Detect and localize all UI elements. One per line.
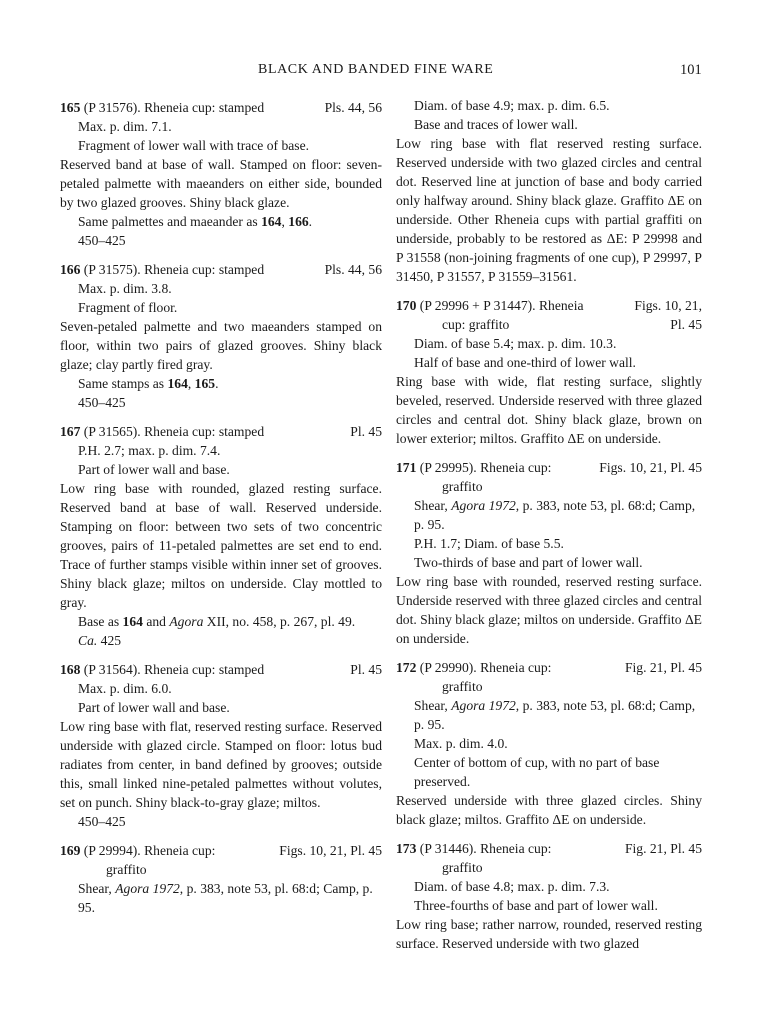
plate-reference: Fig. 21, Pl. 45 <box>624 841 702 856</box>
preservation: Two-thirds of base and part of lower wall. <box>414 555 643 570</box>
plate-reference: Pl. 45 <box>350 424 382 439</box>
catalog-entry-167 <box>60 422 382 650</box>
catalog-entry-166 <box>60 260 382 412</box>
catalog-entry-170 <box>396 296 702 448</box>
bibliography: Shear, Agora 1972, p. 383, note 53, pl. 68:d; Camp, p. 95. <box>78 881 373 915</box>
entry-number: 167 <box>60 424 81 439</box>
entry-title: (P 31575). Rheneia cup: stamped <box>80 262 265 277</box>
entry-subtitle: graffito <box>442 679 483 694</box>
catalog-entry-172 <box>396 658 702 829</box>
entry-subtitle: graffito <box>442 479 483 494</box>
date: Ca. 425 <box>78 633 122 648</box>
entry-number: 165 <box>60 100 81 115</box>
page-number: 101 <box>680 62 702 78</box>
dimensions: P.H. 2.7; max. p. dim. 7.4. <box>78 443 221 458</box>
plate-reference: Fig. 21, Pl. 45 <box>624 660 702 675</box>
entry-heading-line2 <box>396 315 702 334</box>
preservation: Half of base and one-third of lower wall. <box>414 355 636 370</box>
bibliography: Shear, Agora 1972, p. 383, note 53, pl. 68:d; Camp, p. 95. <box>414 698 696 732</box>
description: Low ring base with rounded, glazed resting surface. Reserved band at base of wall. Reserved underside. Stamping on floor: between two sets of two concentric grooves, pairs of 11-petaled palmettes are set end to end. Trace of further stamps visible within inner set of grooves. Shiny black glaze; miltos on underside. Clay mottled to gray. <box>60 481 382 610</box>
dimensions: P.H. 1.7; Diam. of base 5.5. <box>414 536 564 551</box>
left-column <box>60 98 382 927</box>
plate-reference: Pls. 44, 56 <box>324 100 382 115</box>
dimensions: Max. p. dim. 6.0. <box>78 681 172 696</box>
comparanda: Same stamps as 164, 165. <box>78 376 219 391</box>
entry-number: 172 <box>396 660 417 675</box>
entry-heading <box>60 422 382 441</box>
entry-heading <box>396 458 702 477</box>
description: Low ring base with flat, reserved resting surface. Reserved underside with glazed circle. Stamped on floor: lotus bud radiates from center, in band defined by grooves; outside this, small linked nine-petaled palmettes without volutes, set on punch. Shiny black-to-gray glaze; miltos. <box>60 719 382 810</box>
date: 450–425 <box>78 395 126 410</box>
plate-reference: Pls. 44, 56 <box>324 262 382 277</box>
entry-title: (P 31576). Rheneia cup: stamped <box>80 100 265 115</box>
catalog-entry-165 <box>60 98 382 250</box>
entry-heading <box>396 296 702 315</box>
preservation: Three-fourths of base and part of lower wall. <box>414 898 658 913</box>
entry-title: (P 29996 + P 31447). Rheneia <box>416 298 584 313</box>
running-title: BLACK AND BANDED FINE WARE <box>258 62 494 77</box>
entry-subtitle: cup: graffito <box>442 317 510 332</box>
preservation: Base and traces of lower wall. <box>414 117 578 132</box>
description: Reserved band at base of wall. Stamped on floor: seven-petaled palmette with maeanders on either side, bounded by two glazed grooves. Shiny black glaze. <box>60 157 382 210</box>
plate-reference-2: Pl. 45 <box>670 317 702 332</box>
bibliography: Shear, Agora 1972, p. 383, note 53, pl. 68:d; Camp, p. 95. <box>414 498 696 532</box>
catalog-entry-171 <box>396 458 702 648</box>
entry-heading <box>60 98 382 117</box>
date: 450–425 <box>78 233 126 248</box>
comparanda: Same palmettes and maeander as 164, 166. <box>78 214 313 229</box>
catalog-entry-169-continued <box>396 96 702 286</box>
preservation: Center of bottom of cup, with no part of base preserved. <box>414 755 660 789</box>
preservation: Part of lower wall and base. <box>78 462 230 477</box>
entry-title: (P 31565). Rheneia cup: stamped <box>80 424 265 439</box>
dimensions: Diam. of base 5.4; max. p. dim. 10.3. <box>414 336 617 351</box>
description: Low ring base with flat reserved resting surface. Reserved underside with two glazed circles and central dot. Reserved line at junction of base and body carried only halfway around. Shiny black glaze. Graffito ΔΕ on underside. Other Rheneia cups with partial graffiti on underside, probably to be restored as ΔΕ: P 29998 and P 31558 (non-joining fragments of one cup), P 29997, P 31450, P 31557, P 31559–31561. <box>396 136 702 284</box>
entry-subtitle: graffito <box>106 862 147 877</box>
dimensions: Max. p. dim. 7.1. <box>78 119 172 134</box>
entry-heading <box>60 841 382 860</box>
entry-number: 173 <box>396 841 417 856</box>
entry-heading <box>60 260 382 279</box>
description: Ring base with wide, flat resting surface, slightly beveled, reserved. Underside reserved with three glazed circles and central dot. Shiny black glaze, brown on lower exterior; miltos. Graffito ΔΕ on underside. <box>396 374 702 446</box>
catalog-entry-168 <box>60 660 382 831</box>
entry-heading <box>60 660 382 679</box>
description: Seven-petaled palmette and two maeanders stamped on floor, within two pairs of glazed grooves. Shiny black glaze; clay partly fired gray. <box>60 319 382 372</box>
entry-number: 168 <box>60 662 81 677</box>
entry-title: (P 31446). Rheneia cup: <box>416 841 552 856</box>
entry-number: 170 <box>396 298 417 313</box>
description: Low ring base with rounded, reserved resting surface. Underside reserved with three glazed circles and central dot. Shiny black glaze; miltos on underside. Graffito ΔΕ on underside. <box>396 574 702 646</box>
dimensions: Max. p. dim. 4.0. <box>414 736 508 751</box>
right-column <box>396 96 702 963</box>
dimensions: Diam. of base 4.9; max. p. dim. 6.5. <box>414 98 610 113</box>
entry-number: 166 <box>60 262 81 277</box>
comparanda: Base as 164 and Agora XII, no. 458, p. 267, pl. 49. <box>78 614 356 629</box>
dimensions: Diam. of base 4.8; max. p. dim. 7.3. <box>414 879 610 894</box>
entry-title: (P 31564). Rheneia cup: stamped <box>80 662 265 677</box>
preservation: Fragment of lower wall with trace of base. <box>78 138 310 153</box>
description: Low ring base; rather narrow, rounded, reserved resting surface. Reserved underside with two glazed <box>396 917 702 951</box>
entry-title: (P 29995). Rheneia cup: <box>416 460 552 475</box>
entry-title: (P 29990). Rheneia cup: <box>416 660 552 675</box>
entry-number: 169 <box>60 843 81 858</box>
description: Reserved underside with three glazed circles. Shiny black glaze; miltos. Graffito ΔΕ on underside. <box>396 793 702 827</box>
entry-title: (P 29994). Rheneia cup: <box>80 843 216 858</box>
dimensions: Max. p. dim. 3.8. <box>78 281 172 296</box>
preservation: Fragment of floor. <box>78 300 178 315</box>
entry-subtitle: graffito <box>442 860 483 875</box>
plate-reference: Figs. 10, 21, Pl. 45 <box>279 843 382 858</box>
date: 450–425 <box>78 814 126 829</box>
plate-reference: Figs. 10, 21, <box>634 298 702 313</box>
entry-heading <box>396 658 702 677</box>
catalog-entry-169 <box>60 841 382 917</box>
preservation: Part of lower wall and base. <box>78 700 230 715</box>
plate-reference: Figs. 10, 21, Pl. 45 <box>599 460 702 475</box>
catalog-entry-173 <box>396 839 702 953</box>
entry-number: 171 <box>396 460 417 475</box>
entry-heading <box>396 839 702 858</box>
plate-reference: Pl. 45 <box>350 662 382 677</box>
running-header <box>0 62 762 82</box>
